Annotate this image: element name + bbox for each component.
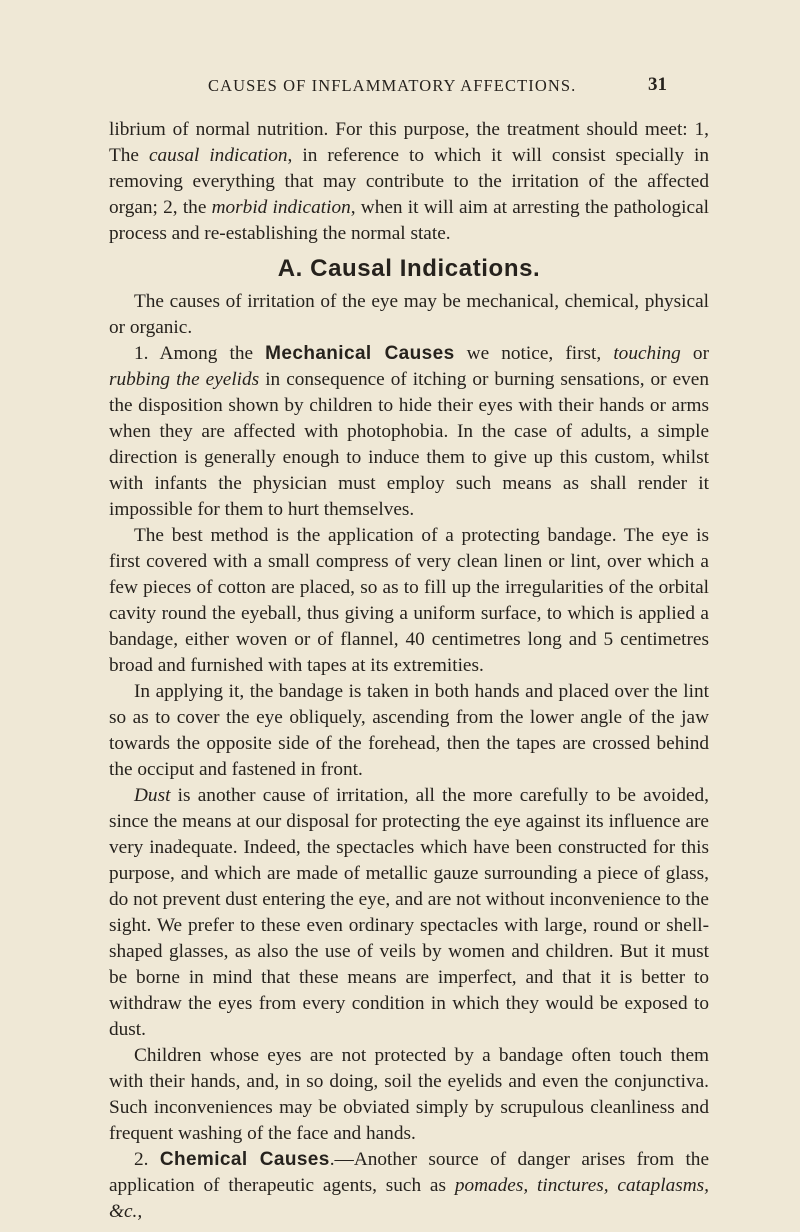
text: in consequence of itching or burning sensations, or even the disposition shown by children to hide their eyes with their hands or arms when they are affected with photophobia. In the case of adults, a simple direction is generally enough to induce them to give up this custom, whilst with infants the physician must employ such means as shall render it impossible for them to hurt themselves. — [109, 369, 709, 520]
text: , when it will aim at arresting the pathological process and re-establishing the normal state. — [109, 197, 709, 244]
text: librium of normal nutrition. For this purpose, the treatment should meet: 1, The — [109, 119, 709, 166]
text: we notice, first, — [454, 343, 614, 364]
italic-term: pomades, tinctures, cataplasms, &c., — [109, 1175, 709, 1222]
italic-term: causal indication — [148, 145, 288, 166]
text: 1. Among the — [134, 343, 266, 364]
text: 2. — [134, 1149, 160, 1170]
paragraph: The causes of irritation of the eye may be mechanical, chemical, physical or organic. — [109, 291, 709, 338]
text: or — [680, 343, 709, 364]
bold-term: Mechanical Causes — [265, 343, 455, 364]
page-number: 31 — [648, 74, 667, 95]
paragraph-continuation — [109, 117, 709, 247]
bold-term: Chemical Causes — [159, 1149, 330, 1170]
italic-term: Dust — [134, 785, 171, 806]
page-body — [109, 117, 709, 1225]
italic-term: morbid indication — [211, 197, 351, 218]
text: .—Another source of danger arises from the application of therapeutic agents, such as — [109, 1149, 709, 1196]
paragraph: The best method is the application of a protecting bandage. The eye is first covered with a small compress of very clean linen or lint, over which a few pieces of cotton are placed, so as to fill up the irregularities of the orbital cavity round the eyeball, thus giving a uniform surface, to which is applied a bandage, either woven or of flannel, 40 centimetres long and 5 centimetres broad and furnished with tapes at its extremities. — [109, 525, 709, 676]
italic-term: rubbing the eyelids — [109, 369, 260, 390]
text: , in reference to which it will consist specially in removing everything that may contribute to the irritation of the affected organ; 2, the — [109, 145, 710, 218]
paragraph: Children whose eyes are not protected by a bandage often touch them with their hands, and, in so doing, soil the eyelids and even the conjunctiva. Such inconveniences may be obviated simply by scrupulous cleanliness and frequent washing of the face and hands. — [109, 1045, 709, 1144]
paragraph: In applying it, the bandage is taken in both hands and placed over the lint so as to cover the eye obliquely, ascending from the lower angle of the jaw towards the opposite side of the forehead, then the tapes are crossed behind the occiput and fastened in front. — [109, 681, 709, 780]
paragraph-chemical-causes — [109, 1147, 709, 1225]
running-head — [0, 76, 800, 102]
italic-term: touching — [613, 343, 681, 364]
text: is another cause of irritation, all the more carefully to be avoided, since the means at our disposal for protecting the eye against its influence are very inadequate. Indeed, the spectacles which have been constructed for this purpose, and which are made of metallic gauze surrounding a piece of glass, do not prevent dust entering the eye, and are not without inconvenience to the sight. We prefer to these even ordinary spectacles with large, round or shell-shaped glasses, as also the use of veils by women and children. But it must be borne in mind that these means are imperfect, and that it is better to withdraw the eyes from every condition in which they would be exposed to dust. — [109, 785, 709, 1040]
section-heading: A. Causal Indications. — [277, 255, 541, 282]
running-title: CAUSES OF INFLAMMATORY AFFECTIONS. — [208, 76, 577, 95]
paragraph-dust — [109, 783, 709, 1043]
paragraph-mechanical-causes — [109, 341, 709, 523]
